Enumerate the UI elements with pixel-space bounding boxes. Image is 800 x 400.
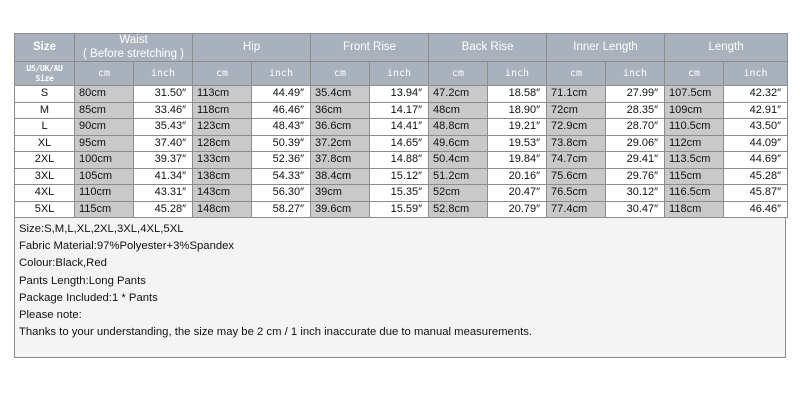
inch-cell: 43.31″ [134,185,193,202]
inch-cell: 18.90″ [488,102,547,119]
inch-cell: 19.53″ [488,135,547,152]
inch-cell: 13.94″ [370,86,429,103]
table-row [15,135,788,152]
unit-header: cm [75,62,134,86]
size-cell: 5XL [15,201,75,218]
inch-cell: 14.41″ [370,119,429,136]
unit-header: inch [724,62,788,86]
inch-cell: 20.79″ [488,201,547,218]
cm-cell: 74.7cm [547,152,606,169]
unit-header: inch [606,62,665,86]
back-rise-header: Back Rise [429,34,547,62]
unit-header: inch [488,62,547,86]
unit-header: cm [311,62,370,86]
cm-cell: 71.1cm [547,86,606,103]
inch-cell: 28.35″ [606,102,665,119]
note-colour: Colour:Black,Red [19,257,107,270]
table-row [15,119,788,136]
size-table-body [15,86,788,218]
table-row [15,185,788,202]
size-table [14,33,788,218]
cm-cell: 39cm [311,185,370,202]
inch-cell: 43.50″ [724,119,788,136]
cm-cell: 37.8cm [311,152,370,169]
inch-cell: 56.30″ [252,185,311,202]
inch-cell: 48.43″ [252,119,311,136]
cm-cell: 50.4cm [429,152,488,169]
inch-cell: 29.76″ [606,168,665,185]
hip-header: Hip [193,34,311,62]
cm-cell: 77.4cm [547,201,606,218]
inch-cell: 14.65″ [370,135,429,152]
note-sizes: Size:S,M,L,XL,2XL,3XL,4XL,5XL [19,223,184,235]
cm-cell: 100cm [75,152,134,169]
cm-cell: 39.6cm [311,201,370,218]
inch-cell: 46.46″ [724,201,788,218]
inch-cell: 14.17″ [370,102,429,119]
cm-cell: 85cm [75,102,134,119]
size-chart [14,33,786,358]
cm-cell: 36cm [311,102,370,119]
unit-header: cm [193,62,252,86]
waist-header-label: Waist [119,34,148,46]
inch-cell: 45.28″ [724,168,788,185]
size-cell: 4XL [15,185,75,202]
inch-cell: 19.21″ [488,119,547,136]
inch-cell: 15.35″ [370,185,429,202]
cm-cell: 52.8cm [429,201,488,218]
product-notes [14,218,786,358]
inch-cell: 39.37″ [134,152,193,169]
region-size-header [15,62,75,86]
table-row [15,201,788,218]
cm-cell: 95cm [75,135,134,152]
size-cell: 2XL [15,152,75,169]
cm-cell: 113cm [193,86,252,103]
cm-cell: 73.8cm [547,135,606,152]
cm-cell: 118cm [665,201,724,218]
size-cell: S [15,86,75,103]
inch-cell: 42.91″ [724,102,788,119]
inch-cell: 29.41″ [606,152,665,169]
cm-cell: 37.2cm [311,135,370,152]
inch-cell: 27.99″ [606,86,665,103]
cm-cell: 118cm [193,102,252,119]
cm-cell: 148cm [193,201,252,218]
size-cell: XL [15,135,75,152]
front-rise-header: Front Rise [311,34,429,62]
inch-cell: 44.09″ [724,135,788,152]
waist-header-sub: ( Before stretching ) [83,47,184,60]
table-row [15,168,788,185]
unit-header: cm [665,62,724,86]
inch-cell: 45.87″ [724,185,788,202]
inch-cell: 29.06″ [606,135,665,152]
region-label: US/UK/AU [26,64,63,74]
inch-cell: 46.46″ [252,102,311,119]
cm-cell: 113.5cm [665,152,724,169]
inch-cell: 42.32″ [724,86,788,103]
length-header: Length [665,34,788,62]
cm-cell: 36.6cm [311,119,370,136]
inch-cell: 44.49″ [252,86,311,103]
unit-header: cm [547,62,606,86]
inch-cell: 19.84″ [488,152,547,169]
cm-cell: 72.9cm [547,119,606,136]
inch-cell: 15.12″ [370,168,429,185]
inch-cell: 33.46″ [134,102,193,119]
cm-cell: 47.2cm [429,86,488,103]
cm-cell: 76.5cm [547,185,606,202]
cm-cell: 49.6cm [429,135,488,152]
cm-cell: 112cm [665,135,724,152]
inch-cell: 54.33″ [252,168,311,185]
inch-cell: 58.27″ [252,201,311,218]
cm-cell: 105cm [75,168,134,185]
cm-cell: 116.5cm [665,185,724,202]
cm-cell: 109cm [665,102,724,119]
unit-header: cm [429,62,488,86]
cm-cell: 75.6cm [547,168,606,185]
inch-cell: 20.16″ [488,168,547,185]
cm-cell: 52cm [429,185,488,202]
cm-cell: 80cm [75,86,134,103]
size-cell: 3XL [15,168,75,185]
cm-cell: 128cm [193,135,252,152]
inch-cell: 14.88″ [370,152,429,169]
inch-cell: 45.28″ [134,201,193,218]
header-row-units [15,62,788,86]
inner-length-header: Inner Length [547,34,665,62]
note-pants-length: Pants Length:Long Pants [19,274,146,287]
inch-cell: 30.12″ [606,185,665,202]
cm-cell: 110.5cm [665,119,724,136]
inch-cell: 15.59″ [370,201,429,218]
unit-header: inch [370,62,429,86]
inch-cell: 30.47″ [606,201,665,218]
inch-cell: 50.39″ [252,135,311,152]
cm-cell: 143cm [193,185,252,202]
inch-cell: 41.34″ [134,168,193,185]
cm-cell: 38.4cm [311,168,370,185]
note-please-note: Please note: [19,309,82,322]
cm-cell: 72cm [547,102,606,119]
cm-cell: 123cm [193,119,252,136]
header-row-main [15,34,788,62]
cm-cell: 138cm [193,168,252,185]
inch-cell: 28.70″ [606,119,665,136]
unit-header: inch [134,62,193,86]
cm-cell: 115cm [75,201,134,218]
cm-cell: 90cm [75,119,134,136]
inch-cell: 31.50″ [134,86,193,103]
note-package: Package Included:1 * Pants [19,291,158,304]
table-row [15,152,788,169]
inch-cell: 20.47″ [488,185,547,202]
region-size-label: Size [35,73,54,83]
inch-cell: 18.58″ [488,86,547,103]
unit-header: inch [252,62,311,86]
size-cell: L [15,119,75,136]
cm-cell: 48cm [429,102,488,119]
cm-cell: 110cm [75,185,134,202]
inch-cell: 52.36″ [252,152,311,169]
cm-cell: 48.8cm [429,119,488,136]
note-fabric: Fabric Material:97%Polyester+3%Spandex [19,240,235,253]
cm-cell: 133cm [193,152,252,169]
size-cell: M [15,102,75,119]
cm-cell: 51.2cm [429,168,488,185]
note-accuracy: Thanks to your understanding, the size may be 2 cm / 1 inch inaccurate due to manual measurements. [19,326,533,339]
inch-cell: 35.43″ [134,119,193,136]
table-row [15,86,788,103]
size-header: Size [15,34,75,62]
cm-cell: 115cm [665,168,724,185]
cm-cell: 35.4cm [311,86,370,103]
inch-cell: 37.40″ [134,135,193,152]
table-row [15,102,788,119]
waist-header [75,34,193,62]
cm-cell: 107.5cm [665,86,724,103]
inch-cell: 44.69″ [724,152,788,169]
